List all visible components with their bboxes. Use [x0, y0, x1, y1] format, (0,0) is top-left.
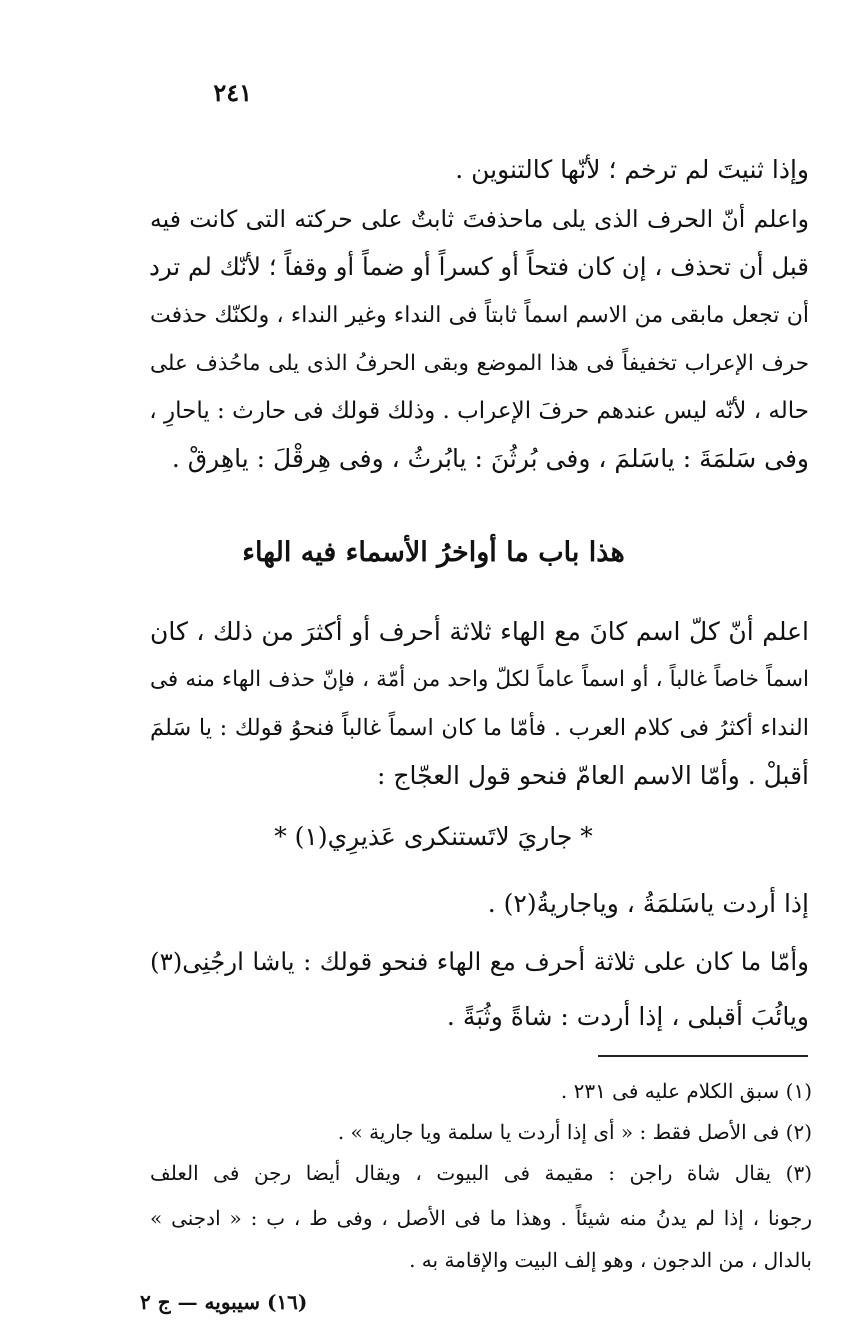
footnote-line: (١) سبق الكلام عليه فى ٢٣١ . — [560, 1079, 812, 1103]
text-line: حرف الإعراب تخفيفاً فى هذا الموضع وبقى الحرفُ الذى يلى ماحُذف على — [150, 351, 809, 376]
text-line: ويائُبَ أقبلى ، إذا أردت : شاةً وثُبَةً . — [446, 1002, 809, 1031]
text-line: وفى سَلمَةَ : ياسَلمَ ، وفى بُرثُنَ : يابُرثُ ، وفى هِرقْلَ : ياهِرقْ . — [171, 444, 809, 473]
text-line: وأمّا ما كان على ثلاثة أحرف مع الهاء فنحو قولك : ياشا ارجُنِى(٣) — [150, 947, 809, 976]
page-number: ٢٤١ — [213, 78, 252, 107]
text-line: اعلم أنّ كلّ اسم كانَ مع الهاء ثلاثة أحرف أو أكثرَ من ذلك ، كان — [150, 617, 809, 646]
footnote-line: (٣) يقال شاة راجن : مقيمة فى البيوت ، ويقال أيضا رجن فى العلف — [150, 1161, 812, 1185]
page-footer: (١٦) سيبويه — ج ٢ — [140, 1290, 308, 1314]
text-line: اسماً خاصاً غالباً ، أو اسماً عاماً لكلّ واحد من أمّة ، فإنّ حذف الهاء منه فى — [150, 667, 809, 692]
text-line: أن تجعل مابقى من الاسم اسماً ثابتاً فى النداء وغير النداء ، ولكنّك حذفت — [150, 303, 809, 328]
footnote-line: رجونا ، إذا لم يدنُ منه شيئاً . وهذا ما فى الأصل ، وفى ط ، ب : « ادجنى » — [150, 1206, 812, 1230]
text-line: وإذا ثنيتَ لم ترخم ؛ لأنّها كالتنوين . — [455, 155, 809, 184]
text-line: إذا أردت ياسَلمَةُ ، وياجاريةُ(٢) . — [487, 889, 809, 918]
footnote-line: بالدال ، من الدجون ، وهو إلف البيت والإقامة به . — [409, 1248, 812, 1272]
footnote-separator — [598, 1055, 808, 1057]
footnote-line: (٢) فى الأصل فقط : « أى إذا أردت يا سلمة ويا جارية » . — [337, 1120, 812, 1144]
text-line: أقبلْ . وأمّا الاسم العامّ فنحو قول العجّاج : — [377, 761, 809, 790]
text-line: قبل أن تحذف ، إن كان فتحاً أو كسراً أو ضماً أو وقفاً ؛ لأنّك لم ترد — [148, 252, 809, 281]
text-line: النداء أكثرُ فى كلام العرب . فأمّا ما كان اسماً غالباً فنحوُ قولك : يا سَلمَ — [150, 715, 809, 741]
poetry-verse: * جاريَ لاتَستنكرى عَذيرِي(١) * — [274, 822, 593, 851]
text-line: واعلم أنّ الحرف الذى يلى ماحذفتَ ثابتٌ على حركته التى كانت فيه — [150, 205, 809, 233]
text-line: حاله ، لأنّه ليس عندهم حرفَ الإعراب . وذلك قولك فى حارث : ياحارِ ، — [149, 398, 809, 424]
section-heading: هذا باب ما أواخرُ الأسماء فيه الهاء — [242, 537, 625, 568]
